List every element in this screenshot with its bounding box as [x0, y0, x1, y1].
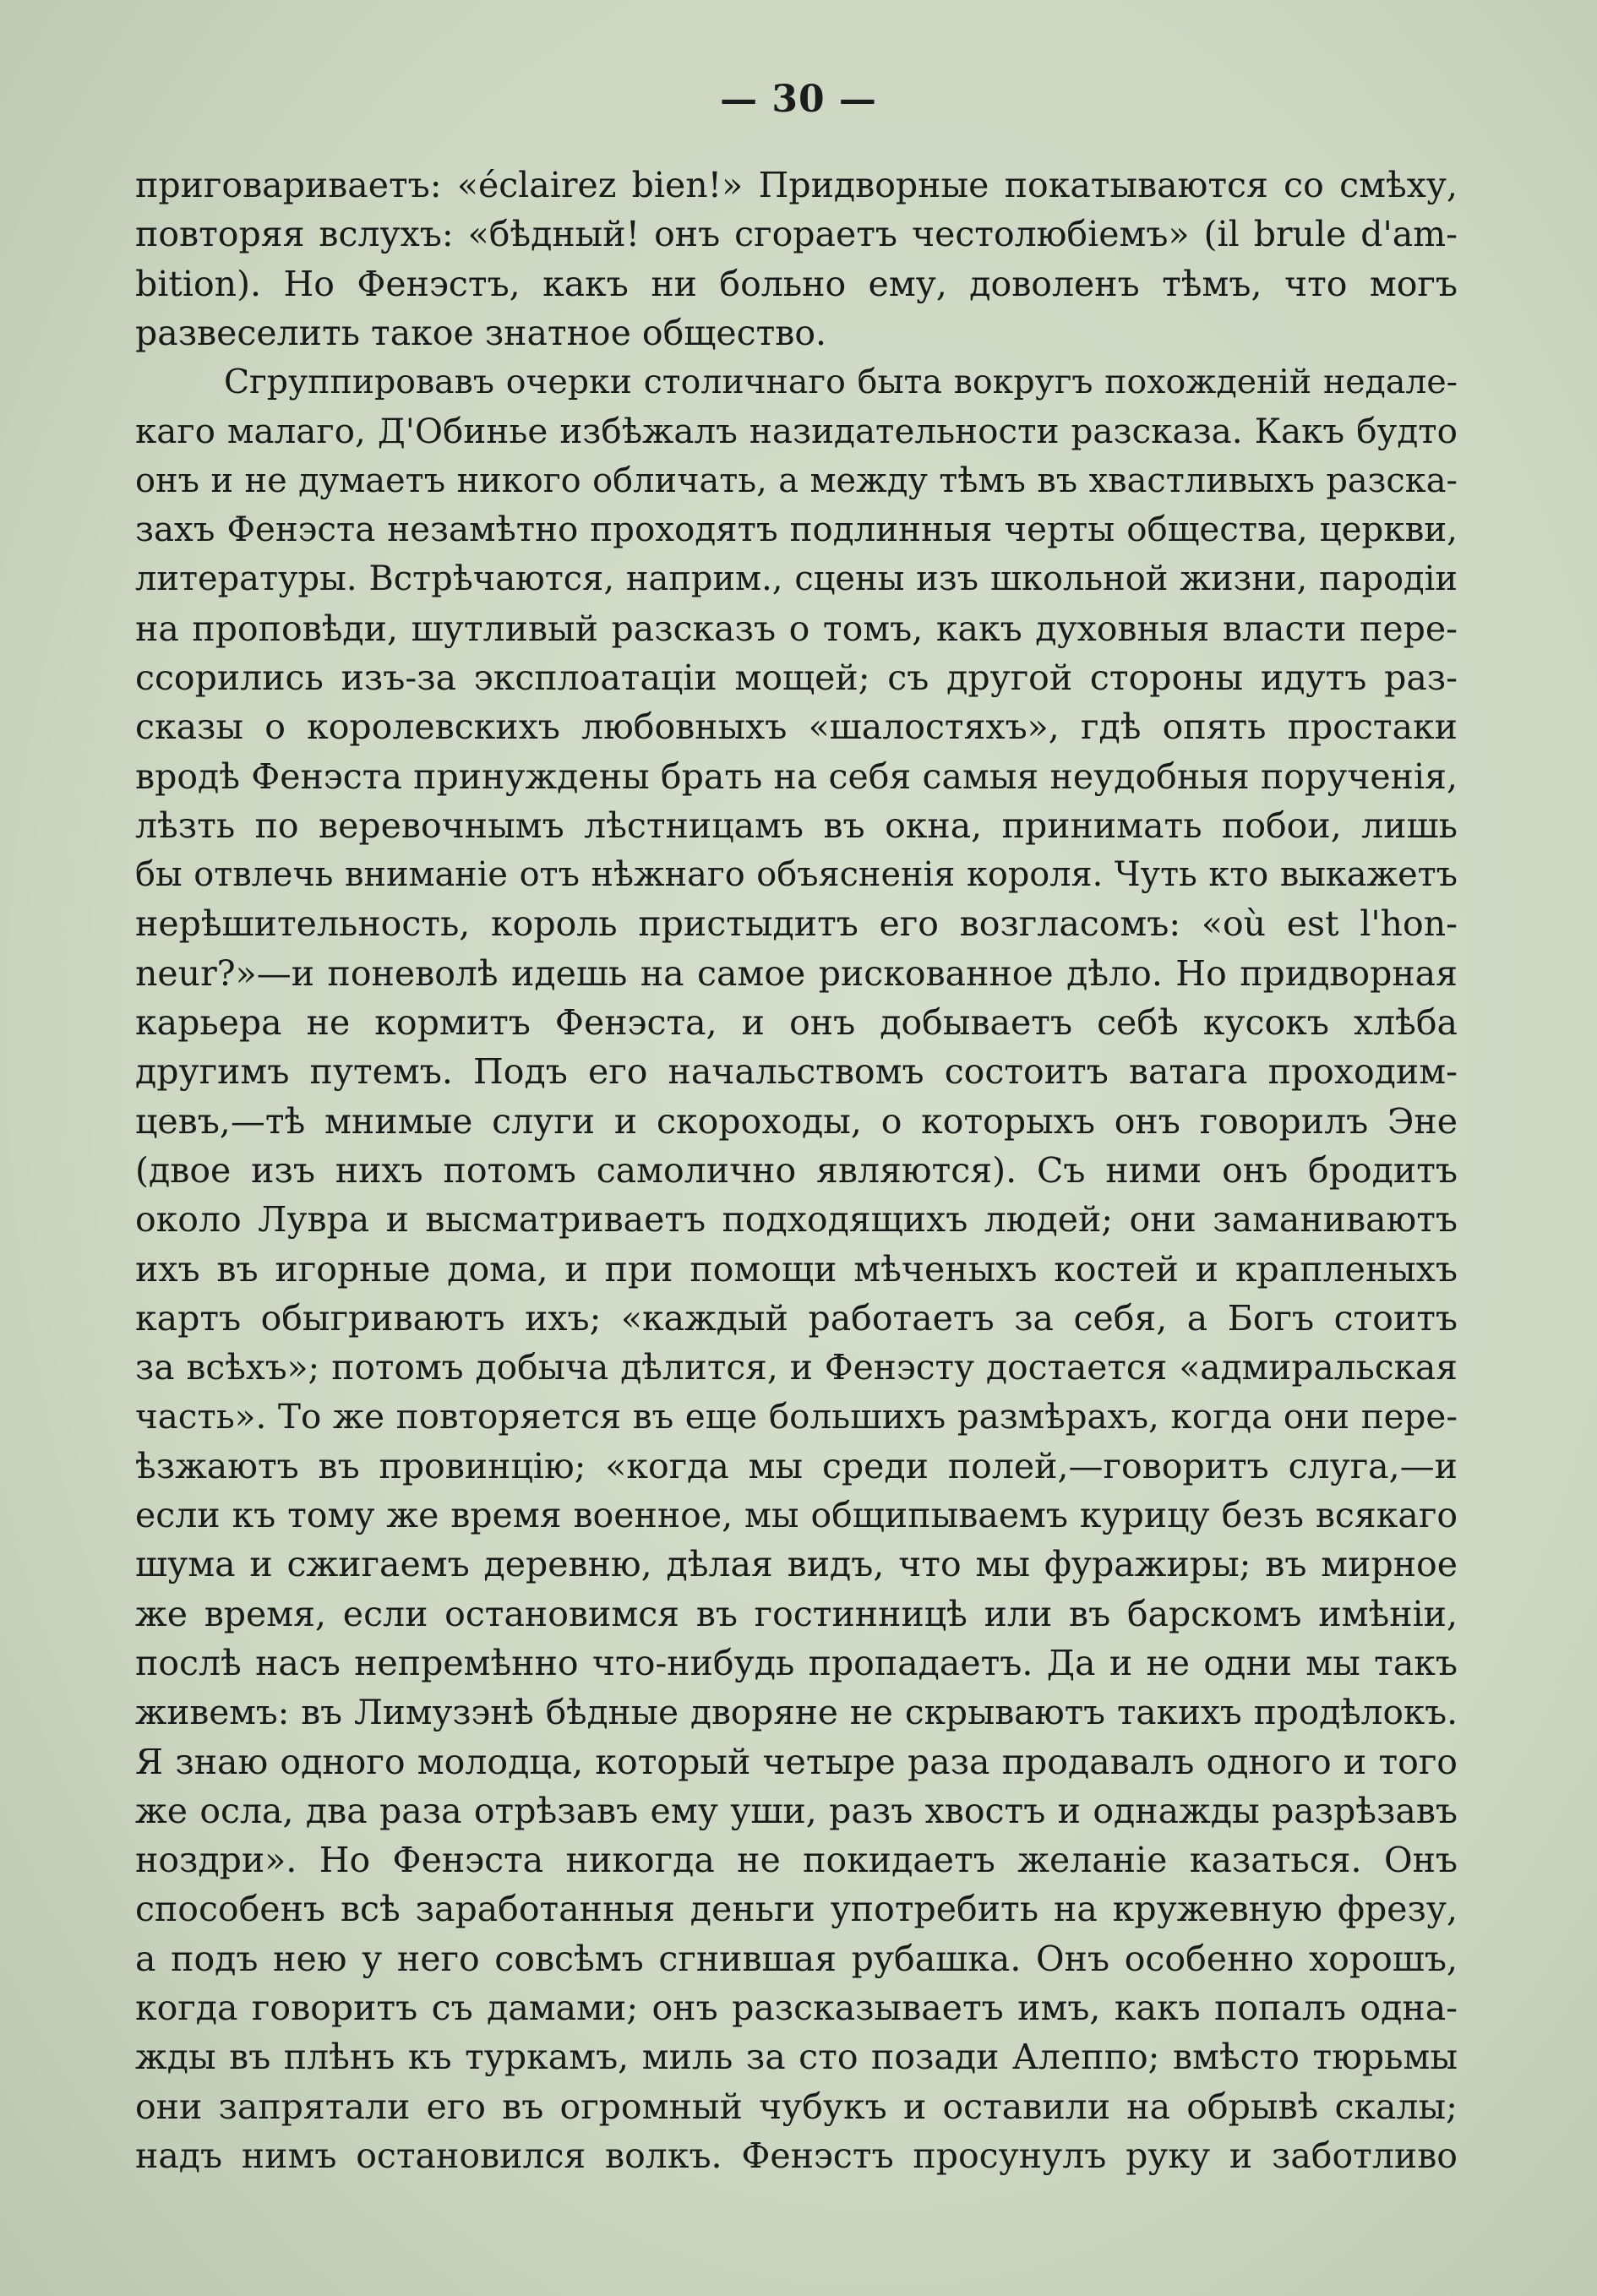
text-line: бы отвлечь вниманіе отъ нѣжнаго объясненія короля. Чуть кто выкажетъ	[135, 855, 1458, 895]
text-line: развеселить такое знатное общество.	[135, 312, 827, 353]
text-line: ѣзжаютъ въ провинцію; «когда мы среди полей,—говоритъ слуга,—и	[135, 1445, 1458, 1486]
page-number: — 30 —	[720, 78, 877, 121]
text-line: ноздри». Но Фенэста никогда не покидаетъ желаніе казаться. Онъ	[135, 1840, 1458, 1881]
text-line: на проповѣди, шутливый разсказъ о томъ, какъ духовныя власти пере-	[135, 608, 1458, 649]
text-line: онъ и не думаетъ никого обличать, а между тѣмъ въ хвастливыхъ разска-	[135, 461, 1458, 500]
text-line: (двое изъ нихъ потомъ самолично являются). Съ ними онъ бродитъ	[135, 1149, 1458, 1191]
text-line: цевъ,—тѣ мнимые слуги и скороходы, о которыхъ онъ говорилъ Энe	[135, 1100, 1458, 1142]
paragraph-first-line: Сгруппировавъ очерки столичнаго быта вокругъ похожденій недале-	[224, 363, 1458, 402]
text-line: ихъ въ игорные дома, и при помощи мѣченыхъ костей и крапленыхъ	[135, 1248, 1458, 1290]
text-line: способенъ всѣ заработанныя деньги употребить на кружевную фрезу,	[135, 1889, 1458, 1930]
text-line: жды въ плѣнъ къ туркамъ, миль за сто позади Алеппо; вмѣсто тюрьмы	[135, 2037, 1458, 2078]
text-line: другимъ путемъ. Подъ его начальствомъ состоитъ ватага проходим-	[135, 1051, 1458, 1093]
text-line: часть». То же повторяется въ еще большихъ размѣрахъ, когда они пере-	[135, 1396, 1458, 1437]
text-line: ссорились изъ-за эксплоатаціи мощей; съ другой стороны идутъ раз-	[135, 657, 1458, 698]
text-line: надъ нимъ остановился волкъ. Фенэстъ просунулъ руку и заботливо	[135, 2135, 1458, 2176]
text-line: а подъ нею у него совсѣмъ сгнившая рубашка. Онъ особенно хорошъ,	[135, 1938, 1458, 1979]
body-text	[135, 161, 1458, 2180]
text-line: же время, если остановимся въ гостинницѣ или въ барскомъ имѣніи,	[135, 1593, 1458, 1634]
text-line: послѣ насъ непремѣнно что-нибудь пропадаетъ. Да и не одни мы такъ	[135, 1642, 1458, 1683]
text-line: вродѣ Фенэста принуждены брать на себя самыя неудобныя порученія,	[135, 755, 1458, 797]
text-line: нерѣшительность, король пристыдитъ его возгласомъ: «où est l'hon-	[135, 903, 1458, 945]
text-line: литературы. Встрѣчаются, наприм., сцены изъ школьной жизни, пародіи	[135, 559, 1458, 599]
text-line: когда говоритъ съ дамами; онъ разсказываетъ имъ, какъ попалъ одна-	[135, 1987, 1458, 2028]
text-line: лѣзть по веревочнымъ лѣстницамъ въ окна, принимать побои, лишь	[135, 804, 1458, 846]
text-line: картъ обыгриваютъ ихъ; «каждый работаетъ за себя, а Богъ стоитъ	[135, 1297, 1458, 1339]
text-line: шума и сжигаемъ деревню, дѣлая видъ, что мы фуражиры; въ мирное	[135, 1544, 1458, 1585]
text-line: около Лувра и высматриваетъ подходящихъ людей; они заманиваютъ	[135, 1199, 1458, 1241]
text-line: если къ тому же время военное, мы общипываемъ курицу безъ всякаго	[135, 1495, 1458, 1536]
text-line: живемъ: въ Лимузэнѣ бѣдные дворяне не скрываютъ такихъ продѣлокъ.	[135, 1692, 1458, 1733]
text-line: за всѣхъ»; потомъ добыча дѣлится, и Фенэсту достается «адмиральская	[135, 1347, 1458, 1388]
text-line: каго малаго, Д'Обинье избѣжалъ назидательности разсказа. Какъ будто	[135, 411, 1458, 452]
text-line: повторяя вслухъ: «бѣдный! онъ сгораетъ честолюбіемъ» (il brule d'am-	[135, 214, 1458, 255]
text-line: сказы о королевскихъ любовныхъ «шалостяхъ», гдѣ опять простаки	[135, 706, 1458, 748]
text-line: приговариваетъ: «éclairez bien!» Придворные покатываются со смѣху,	[135, 165, 1458, 205]
text-line: захъ Фенэста незамѣтно проходятъ подлинныя черты общества, церкви,	[135, 510, 1458, 550]
text-line: neur?»—и поневолѣ идешь на самое рискованное дѣло. Но придворная	[135, 952, 1458, 994]
text-line: карьера не кормитъ Фенэста, и онъ добываетъ себѣ кусокъ хлѣба	[135, 1002, 1458, 1044]
text-line: bition). Но Фенэстъ, какъ ни больно ему, доволенъ тѣмъ, что могъ	[135, 263, 1458, 304]
text-line: же осла, два раза отрѣзавъ ему уши, разъ хвостъ и однажды разрѣзавъ	[135, 1790, 1458, 1831]
text-line: они запрятали его въ огромный чубукъ и оставили на обрывѣ скалы;	[135, 2086, 1458, 2127]
text-line: Я знаю одного молодца, который четыре раза продавалъ одного и того	[135, 1741, 1458, 1782]
